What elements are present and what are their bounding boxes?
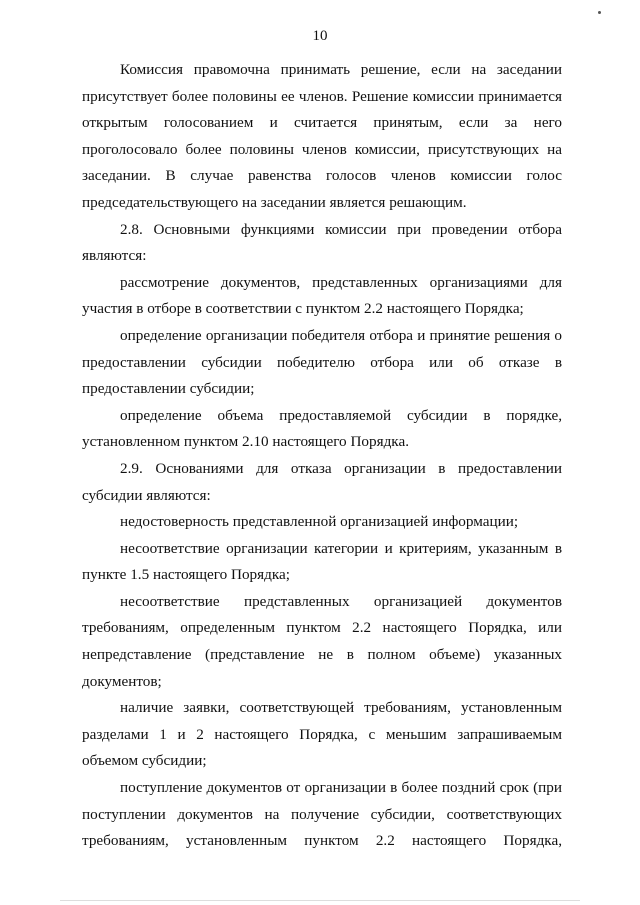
- paragraph-category-mismatch: несоответствие организации категории и критериям, указанным в пункте 1.5 настоящего Порядка;: [82, 539, 562, 584]
- paragraph-2-8-heading: 2.8. Основными функциями комиссии при проведении отбора являются:: [82, 220, 562, 265]
- page-number: 10: [312, 28, 328, 44]
- paragraph-review-documents: рассмотрение документов, представленных организациями для участия в отборе в соответствии с пунктом 2.2 настоящего Порядка;: [82, 273, 562, 318]
- document-body: [82, 57, 562, 855]
- paragraph-determine-winner: определение организации победителя отбора и принятие решения о предоставлении субсидии победителю отбора или об отказе в предоставлении субсидии;: [82, 326, 562, 398]
- paragraph-smaller-request: наличие заявки, соответствующей требованиям, установленным разделами 1 и 2 настоящего Порядка, с меньшим запрашиваемым объемом субсидии;: [82, 699, 562, 770]
- paragraph-documents-mismatch: несоответствие представленных организацией документов требованиям, определенным пунктом 2.2 настоящего Порядка, или непредставление (представление не в полном объеме) указанных документов;: [82, 592, 562, 690]
- paragraph-commission-quorum: Комиссия правомочна принимать решение, если на заседании присутствует более половины ее членов. Решение комиссии принимается открытым голосованием и считается принятым, если за него проголосовало более половины членов комиссии, присутствующих на заседании. В случае равенства голосов членов комиссии голос председательствующего на заседании является решающим.: [82, 61, 562, 211]
- scan-dot-mark: [598, 11, 601, 14]
- paragraph-unreliable-info: недостоверность представленной организацией информации;: [120, 513, 519, 531]
- page-bottom-edge: [60, 900, 580, 901]
- paragraph-2-9-heading: 2.9. Основаниями для отказа организации в предоставлении субсидии являются:: [82, 459, 562, 504]
- paragraph-late-submission: поступление документов от организации в более поздний срок (при поступлении документов на получение субсидии, соответствующих требованиям, установленным пунктом 2.2 настоящего Порядка,: [82, 779, 562, 850]
- paragraph-determine-amount: определение объема предоставляемой субсидии в порядке, установленном пунктом 2.10 настоящего Порядка.: [82, 406, 562, 451]
